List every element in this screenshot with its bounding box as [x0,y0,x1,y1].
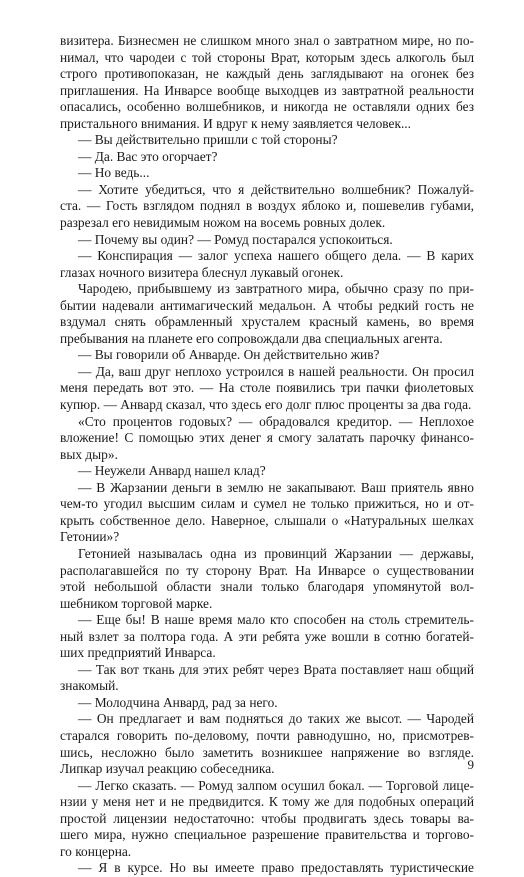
text-line: Гетонии»? [60,529,120,545]
text-line: разрезал его невидимым ножом на восемь ровных долек. [60,215,386,231]
text-line: этой небольшой области знали только благодаря упомянутой вол- [60,579,474,595]
text-line: го концерна. [60,843,132,859]
text-line: — Почему вы один? — Ромуд постарался успокоиться. [78,231,393,247]
text-line: купюр. — Анвард сказал, что здесь его долг плюс проценты за два года. [60,397,472,413]
text-line: крыть собственное дело. Наверное, слышали о «Натуральных шелках [60,512,474,528]
text-line: глазах ночного визитера блеснул лукавый огонек. [60,264,344,280]
text-line: — Конспирация — залог успеха нашего общего дела. — В карих [78,248,474,264]
text-line: строго противопоказан, не каждый день заглядывают на огонек без [60,66,474,82]
text-line: — Да, ваш друг неплохо устроился в нашей реальности. Он просил [78,363,474,379]
text-line: — Я в курсе. Но вы имеете право предоставлять туристические [78,860,474,876]
text-line: ный взлет за полтора года. А эти ребята уже вошли в сотню богатей- [60,628,474,644]
text-line: — Вы говорили об Анварде. Он действительно жив? [78,347,380,363]
text-line: вложение! С помощью этих денег я смогу залатать парочку финансо- [60,430,474,446]
text-line: шебником торговой марке. [60,595,213,611]
text-line: Гетонией называлась одна из провинций Жарзании — державы, [78,545,474,561]
text-line: — Так вот ткань для этих ребят через Врата поставляет наш общий [78,661,474,677]
text-line: — Легко сказать. — Ромуд залпом осушил бокал. — Торговой лице- [78,777,474,793]
text-line: шись, несложно было заметить возникшее напряжение во взгляде. [60,744,474,760]
text-line: пребывания на планете его сопровождали два специальных агента. [60,330,443,346]
text-line: располагавшейся по ту сторону Врат. На Инварсе о существовании [60,562,474,578]
body-text [60,33,474,877]
text-line: бытии надевали антимагический медальон. А чтобы редкий гость не [60,297,474,313]
text-line: — Еще бы! В наше время мало кто способен на столь стремитель- [78,612,474,628]
text-line: вздумал снять обрамленный хрусталем красный камень, во время [60,314,474,330]
text-line: вых дыр». [60,446,118,462]
page-number: 9 [467,757,474,772]
text-line: нзии у меня нет и не предвидится. К тому же для подобных операций [60,794,474,810]
text-line: — Он предлагает и вам подняться до таких же высот. — Чародей [78,711,474,727]
text-line: ста. — Гость взглядом поднял в воздух яблоко и, пошевелив губами, [60,198,474,214]
text-line: — Вы действительно пришли с той стороны? [78,132,338,148]
text-line: чем-то угодил высшим силам и сумел не только прижиться, но и от- [60,496,474,512]
text-line: — Неужели Анвард нашел клад? [78,463,266,479]
text-line: нимал, что чародеи с той стороны Врат, которым здесь алкоголь был [60,49,474,65]
text-line: шего мира, нужно специальное разрешение правительства и торгово- [60,827,474,843]
text-line: опасались, особенно волшебников, и никогда не оставляли одних без [60,99,474,115]
text-line: — В Жарзании деньги в землю не закапывают. Ваш приятель явно [78,479,474,495]
text-line: меня передать вот это. — На столе появились три пачки фиолетовых [60,380,474,396]
text-line: Чародею, прибывшему из завтратного мира, обычно сразу по при- [78,281,474,297]
text-line: пристального внимания. И вдруг к нему заявляется человек... [60,115,412,131]
text-line: — Хотите убедиться, что я действительно волшебник? Пожалуй- [78,181,474,197]
text-line: — Да. Вас это огорчает? [78,148,218,164]
text-line: визитера. Бизнесмен не слишком много знал о завтратном мире, но по- [60,33,474,48]
text-line: приглашения. На Инварсе вообще выходцев из завтратной реальности [60,82,474,98]
text-line: — Молодчина Анвард, рад за него. [78,694,278,710]
text-line: «Сто процентов годовых? — обрадовался кредитор. — Неплохое [78,413,474,429]
text-line: ших предприятий Инварса. [60,645,216,661]
text-line: — Но ведь... [78,165,150,181]
text-line: Липкар изучал реакцию собеседника. [60,761,275,777]
text-line: знакомый. [60,678,119,694]
text-line: старался говорить по-деловому, почти равнодушно, но, присмотрев- [60,727,474,743]
text-line: простой лицензии недостаточно: чтобы продвигать здесь товары ва- [60,810,474,826]
